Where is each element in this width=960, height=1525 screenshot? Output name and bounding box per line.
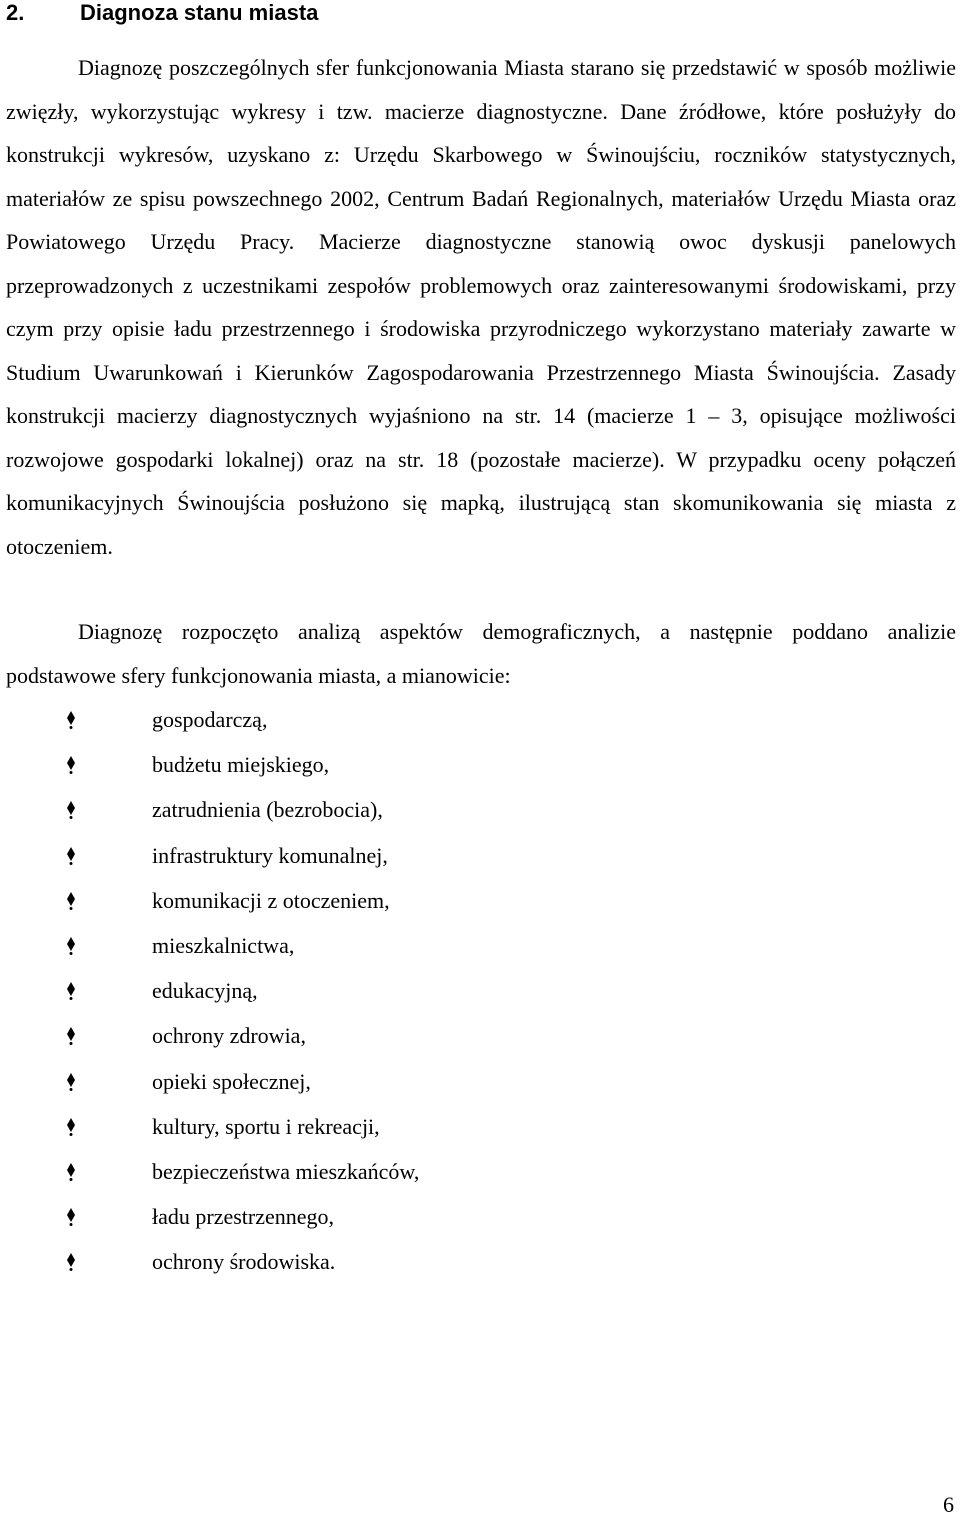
section-title: Diagnoza stanu miasta [80, 0, 319, 25]
list-item [0, 1104, 960, 1149]
page-number: 6 [943, 1492, 954, 1517]
section-number: 2. [6, 0, 25, 25]
exclamation-diamond-icon [65, 982, 77, 1000]
list-item [0, 878, 960, 923]
exclamation-diamond-icon [65, 1163, 77, 1181]
list-item-label: ładu przestrzennego, [152, 1204, 335, 1230]
spheres-list [0, 697, 960, 1284]
exclamation-diamond-icon [65, 756, 77, 774]
exclamation-diamond-icon [65, 711, 77, 729]
list-item [0, 968, 960, 1013]
list-item-label: bezpieczeństwa mieszkańców, [152, 1158, 420, 1184]
exclamation-diamond-icon [65, 1118, 77, 1136]
list-item [0, 1013, 960, 1058]
exclamation-diamond-icon [65, 937, 77, 955]
exclamation-diamond-icon [65, 801, 77, 819]
list-item [0, 1239, 960, 1284]
exclamation-diamond-icon [65, 1208, 77, 1226]
list-item-label: zatrudnienia (bezrobocia), [152, 797, 383, 823]
list-item [0, 923, 960, 968]
list-item-label: edukacyjną, [152, 978, 258, 1004]
exclamation-diamond-icon [65, 1073, 77, 1091]
list-item-label: komunikacji z otoczeniem, [152, 887, 390, 913]
list-item [0, 1194, 960, 1239]
exclamation-diamond-icon [65, 892, 77, 910]
list-item-label: kultury, sportu i rekreacji, [152, 1113, 380, 1139]
exclamation-diamond-icon [65, 1253, 77, 1271]
paragraph-diagnosis-scope: Diagnozę rozpoczęto analizą aspektów demograficznych, a następnie poddano analizie podstawowe sfery funkcjonowania miasta, a mianowicie: [6, 619, 956, 688]
list-item [0, 1149, 960, 1194]
list-item-label: ochrony zdrowia, [152, 1023, 306, 1049]
list-item-label: infrastruktury komunalnej, [152, 842, 388, 868]
list-item [0, 787, 960, 832]
list-item [0, 833, 960, 878]
list-item-label: mieszkalnictwa, [152, 932, 295, 958]
list-item-label: gospodarczą, [152, 707, 268, 732]
exclamation-diamond-icon [65, 1027, 77, 1045]
list-item [0, 742, 960, 787]
list-item [0, 1059, 960, 1104]
paragraph-intro: Diagnozę poszczególnych sfer funkcjonowania Miasta starano się przedstawić w sposób możliwie zwięzły, wykorzystując wykresy i tzw. macierze diagnostyczne. Dane źródłowe, które posłużyły do konstrukcji wykresów, uzyskano z: Urzędu Skarbowego w Świnoujściu, roczników statystycznych, materiałów ze spisu powszechnego 2002, Centrum Badań Regionalnych, materiałów Urzędu Miasta oraz Powiatowego Urzędu Pracy. Macierze diagnostyczne stanowią owoc dyskusji panelowych przeprowadzonych z uczestnikami zespołów problemowych oraz zainteresowanymi środowiskami, przy czym przy opisie ładu przestrzennego i środowiska przyrodniczego wykorzystano materiały zawarte w Studium Uwarunkowań i Kierunków Zagospodarowania Przestrzennego Miasta Świnoujścia. Zasady konstrukcji macierzy diagnostycznych wyjaśniono na str. 14 (macierze 1 – 3, opisujące możliwości rozwojowe gospodarki lokalnej) oraz na str. 18 (pozostałe macierze). W przypadku oceny połączeń komunikacyjnych Świnoujścia posłużono się mapką, ilustrującą stan skomunikowania się miasta z otoczeniem. [6, 55, 956, 559]
list-item [0, 697, 960, 742]
section-heading [6, 0, 318, 26]
exclamation-diamond-icon [65, 847, 77, 865]
list-item-label: budżetu miejskiego, [152, 752, 330, 778]
list-item-label: ochrony środowiska. [152, 1249, 336, 1275]
list-item-label: opieki społecznej, [152, 1068, 311, 1094]
